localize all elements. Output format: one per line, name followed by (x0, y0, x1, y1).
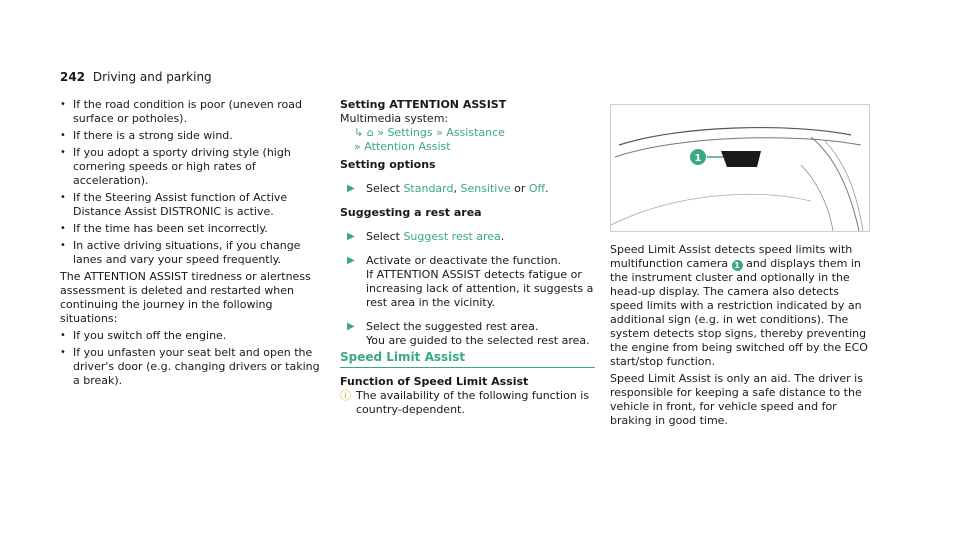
step-select-rest: ▶ Select the suggested rest area. You are guided to the selected rest area. (347, 320, 590, 347)
page-title: Driving and parking (92, 70, 212, 84)
info-icon: ⓘ (340, 389, 351, 402)
windshield-illustration (611, 105, 869, 231)
step-arrow-icon: ▶ (347, 183, 355, 194)
list-item: • If the road condition is poor (uneven road surface or potholes). (60, 98, 302, 125)
description-paragraph: Speed Limit Assist detects speed limits with multifunction camera 1 and displays them in the instrument cluster and optionally in the head-up display. The camera also detects speed limits with a restriction indicated by an additional sign (e.g. in wet conditions). The system detects stop signs, thereby preventing the engine from being switched off by the ECO start/stop function. (610, 243, 868, 368)
bullet-icon: • (60, 223, 66, 234)
page-header (60, 70, 212, 84)
condition-list (60, 98, 325, 267)
reset-paragraph: The ATTENTION ASSIST tiredness or alertness assessment is deleted and restarted when continuing the journey in the following situations: (60, 270, 311, 325)
function-block (340, 375, 595, 417)
bullet-icon: • (60, 192, 66, 203)
column-3 (610, 243, 870, 431)
bullet-icon: • (60, 99, 66, 110)
column-1 (60, 98, 325, 391)
step-arrow-icon: ▶ (347, 231, 355, 242)
chevron-right-icon: » (377, 126, 384, 139)
chevron-right-icon: » (436, 126, 443, 139)
path-assistance: Assistance (446, 126, 505, 139)
step-suggest: ▶ Select Suggest rest area. (347, 230, 505, 243)
reset-list (60, 329, 325, 388)
options-steps (340, 182, 595, 196)
suggest-rest-area-link: Suggest rest area (403, 230, 501, 243)
chevron-right-icon: » (354, 140, 361, 153)
setting-title: Setting ATTENTION ASSIST (340, 98, 507, 111)
menu-path (340, 126, 595, 154)
list-item: • If there is a strong side wind. (60, 129, 233, 142)
bullet-icon: • (60, 347, 66, 358)
list-item: • If you adopt a sporty driving style (high cornering speeds or high rates of acceleration). (60, 146, 291, 187)
list-item: • If you switch off the engine. (60, 329, 227, 342)
step-arrow-icon: ▶ (347, 255, 355, 266)
callout-1-label: 1 (694, 153, 702, 164)
step-select-option: ▶ Select Standard, Sensitive or Off. (347, 182, 549, 195)
list-item: • If the time has been set incorrectly. (60, 222, 268, 235)
availability-note: ⓘ The availability of the following function is country-dependent. (340, 389, 590, 416)
option-sensitive: Sensitive (460, 182, 511, 195)
function-title: Function of Speed Limit Assist (340, 375, 529, 388)
option-standard: Standard (403, 182, 454, 195)
bullet-icon: • (60, 240, 66, 251)
bullet-icon: • (60, 330, 66, 341)
path-arrow-icon: ↳ (354, 126, 364, 139)
column-2 (340, 98, 595, 358)
camera-callout-badge: 1 (732, 260, 743, 271)
list-item: • If you unfasten your seat belt and open the driver's door (e.g. changing drivers or taking a break). (60, 346, 320, 387)
bullet-icon: • (60, 147, 66, 158)
aid-paragraph: Speed Limit Assist is only an aid. The driver is responsible for keeping a safe distance to the vehicle in front, for vehicle speed and for braking in good time. (610, 372, 863, 427)
home-icon: ⌂ (366, 126, 374, 139)
rest-title: Suggesting a rest area (340, 206, 482, 219)
step-arrow-icon: ▶ (347, 321, 355, 332)
rest-steps (340, 230, 595, 348)
option-off: Off (528, 182, 546, 195)
page-number: 242 (60, 70, 86, 84)
list-item: • In active driving situations, if you change lanes and vary your speed frequently. (60, 239, 301, 266)
path-attention-assist: Attention Assist (364, 140, 451, 153)
options-title: Setting options (340, 158, 436, 171)
list-item: • If the Steering Assist function of Active Distance Assist DISTRONIC is active. (60, 191, 288, 218)
step-activate: ▶ Activate or deactivate the function. If ATTENTION ASSIST detects fatigue or increasing lack of attention, it suggests a rest area in the vicinity. (347, 254, 594, 309)
bullet-icon: • (60, 130, 66, 141)
path-settings: Settings (387, 126, 433, 139)
multimedia-label: Multimedia system: (340, 112, 449, 125)
windshield-camera-figure (610, 104, 870, 232)
section-heading: Speed Limit Assist (340, 350, 595, 368)
